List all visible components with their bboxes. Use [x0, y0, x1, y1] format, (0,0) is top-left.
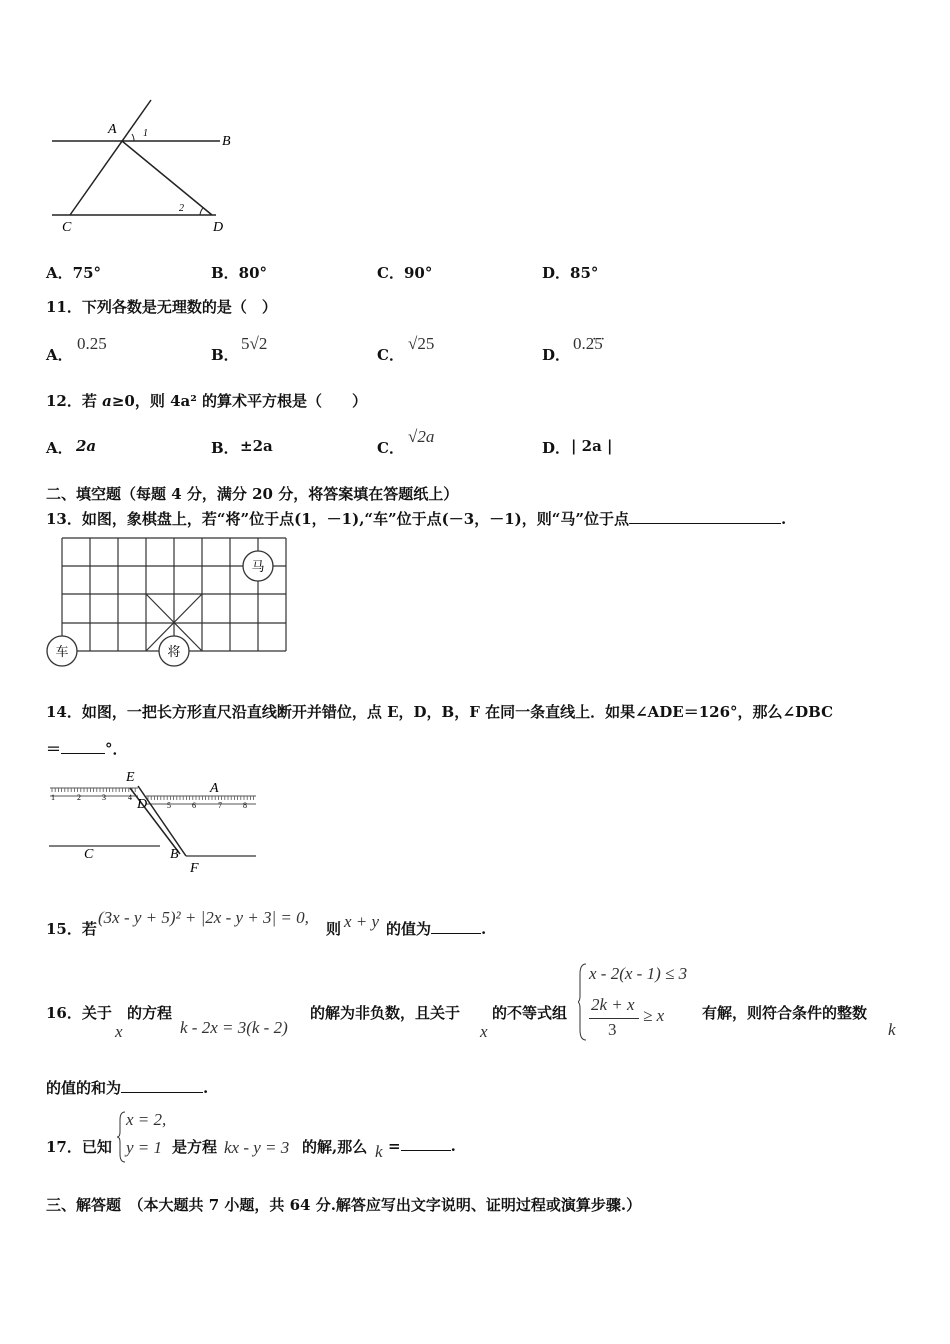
- q11-option-a-math: 0.25: [77, 334, 107, 353]
- q11-text: 11．下列各数是无理数的是（ ）: [46, 298, 277, 316]
- q17-dot: .: [450, 1137, 456, 1155]
- q17-eq-sign: =: [388, 1137, 401, 1155]
- q15-mid: 则: [326, 920, 342, 938]
- q12-option-c-letter: C．: [377, 439, 404, 457]
- q17-t1: 是方程: [172, 1138, 218, 1156]
- label-E: E: [126, 770, 135, 785]
- q15-dot: .: [481, 920, 487, 938]
- label-D: D: [213, 220, 224, 235]
- angle-1-label: 1: [143, 128, 148, 139]
- svg-text:车: 车: [55, 644, 69, 659]
- q13-text: [46, 508, 786, 529]
- label-C: C: [84, 847, 94, 862]
- label-C: C: [62, 220, 72, 235]
- q15-answer-blank[interactable]: [431, 919, 481, 934]
- ruler-num-5: 5: [167, 801, 171, 810]
- q16-answer-blank[interactable]: [121, 1078, 203, 1093]
- q16-fraction-bar: [589, 1018, 639, 1019]
- q12-option-b-letter: B．: [211, 439, 239, 457]
- q13-end: .: [781, 510, 787, 528]
- q11-option-d-math: 0.2̇5̇: [573, 334, 603, 353]
- q13-answer-blank[interactable]: [629, 509, 781, 524]
- q11-option-a-letter: A．: [46, 346, 73, 364]
- q14-line2: [46, 738, 128, 759]
- q14-eq-sign: ＝: [46, 740, 62, 758]
- ruler-num-3: 3: [102, 793, 106, 802]
- label-D: D: [137, 797, 148, 812]
- q16-dot: .: [203, 1079, 209, 1097]
- q17-num: 17．已知: [46, 1138, 112, 1156]
- piece-che: [47, 636, 77, 666]
- q12-var-a: a: [102, 392, 112, 410]
- q13-text-main: 13．如图，象棋盘上，若“将”位于点(1，－1),“车”位于点(－3，－1)，则“马”位于点: [46, 510, 630, 528]
- q14-text: 14．如图，一把长方形直尺沿直线断开并错位，点 E，D，B，F 在同一条直线上．如果∠ADE＝126°，那么∠DBC: [46, 703, 834, 721]
- q17-var-k: k: [375, 1142, 383, 1161]
- q16-ineq1: x - 2(x - 1) ≤ 3: [589, 964, 688, 983]
- q11-option-d-letter: D．: [542, 346, 571, 364]
- q12-option-d-letter: D．: [542, 439, 571, 457]
- ruler-num-8: 8: [243, 801, 247, 810]
- q15-expr: (3x - y + 5)² + |2x - y + 3| = 0,: [98, 908, 309, 927]
- q16-t4: 有解，则符合条件的整数: [702, 1004, 868, 1022]
- piece-ma: [243, 551, 273, 581]
- ruler-num-4: 4: [128, 793, 132, 802]
- q10-option-b: B．80°: [211, 264, 268, 282]
- geometry-figure-q10: [46, 96, 246, 238]
- q16-t2: 的解为非负数，且关于: [310, 1004, 461, 1022]
- q16-brace: [578, 962, 588, 1042]
- q16-var-x2: x: [480, 1022, 488, 1041]
- q11-option-c-letter: C．: [377, 346, 404, 364]
- q17-sys2: y = 1: [126, 1138, 163, 1157]
- q11-option-b-math: 5√2: [241, 334, 268, 353]
- q12-option-d-math: | 2a |: [571, 437, 613, 455]
- q12-option-a-letter: A．: [46, 439, 73, 457]
- ruler-num-1: 1: [51, 793, 55, 802]
- svg-text:马: 马: [251, 559, 265, 574]
- q10-option-d: D．85°: [542, 264, 599, 282]
- q15-num: 15．若: [46, 920, 97, 938]
- angle-2-label: 2: [179, 203, 184, 214]
- q17-answer-blank[interactable]: [401, 1136, 451, 1151]
- q11-option-c-math: √25: [408, 334, 435, 353]
- q16-num: 16．关于: [46, 1004, 112, 1022]
- q17-sys1: x = 2,: [126, 1110, 167, 1129]
- section-3-heading: 三、解答题 （本大题共 7 小题，共 64 分.解答应写出文字说明、证明过程或演算步骤.）: [46, 1196, 642, 1214]
- q17-t2: 的解,那么: [302, 1138, 368, 1156]
- svg-text:将: 将: [167, 644, 181, 659]
- label-B: B: [170, 847, 179, 862]
- q11-option-b-letter: B．: [211, 346, 239, 364]
- label-A: A: [210, 781, 219, 796]
- label-F: F: [190, 861, 199, 876]
- q16-var-x: x: [115, 1022, 123, 1041]
- q16-ineq2-rhs: ≥ x: [643, 1006, 665, 1025]
- q12-text: [46, 390, 367, 411]
- q10-option-c: C．90°: [377, 264, 433, 282]
- q15-end: [386, 918, 486, 939]
- q12-option-b-math: ±2a: [240, 437, 273, 455]
- ruler-num-6: 6: [192, 801, 196, 810]
- chessboard-figure: [44, 536, 288, 668]
- q16-var-k: k: [888, 1020, 896, 1039]
- label-A: A: [108, 122, 117, 137]
- q12-prefix: 12．若: [46, 392, 103, 410]
- q16-line2-text: 的值的和为: [46, 1079, 122, 1097]
- q16-t1: 的方程: [127, 1004, 173, 1022]
- q15-expr2: x + y: [344, 912, 380, 931]
- q12-option-c-math: √2a: [408, 427, 435, 446]
- q14-answer-blank[interactable]: [61, 739, 105, 754]
- q15-end-text: 的值为: [386, 920, 432, 938]
- q17-end: [388, 1136, 456, 1155]
- q16-t3: 的不等式组: [492, 1004, 568, 1022]
- q12-cond: ≥0，则 4a² 的算术平方根是（ ）: [111, 392, 368, 410]
- q16-line2: [46, 1077, 208, 1098]
- section-2-heading: 二、填空题（每题 4 分，满分 20 分，将答案填在答题纸上）: [46, 485, 459, 503]
- q16-equation: k - 2x = 3(k - 2): [180, 1018, 288, 1037]
- q12-option-a-math: 2a: [76, 437, 97, 455]
- piece-jiang: [159, 636, 189, 666]
- ruler-num-7: 7: [218, 801, 222, 810]
- q17-equation: kx - y = 3: [224, 1138, 290, 1157]
- q16-ineq2-den: 3: [608, 1020, 617, 1039]
- q10-option-a: A．75°: [46, 264, 102, 282]
- label-B: B: [222, 134, 231, 149]
- ruler-num-2: 2: [77, 793, 81, 802]
- q14-degree: °．: [105, 740, 128, 758]
- q16-ineq2-num: 2k + x: [591, 995, 635, 1014]
- ruler-figure-q14: [46, 766, 260, 878]
